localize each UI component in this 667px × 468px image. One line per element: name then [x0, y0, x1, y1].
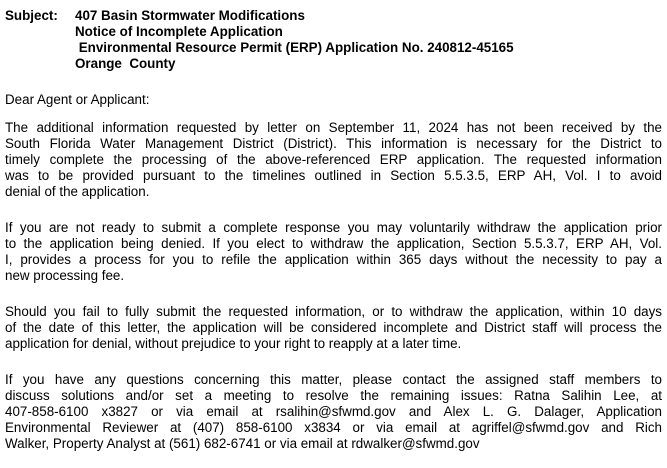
letter-paragraph-denial-warning: [5, 304, 662, 352]
paragraph-line: was to be provided pursuant to the timelines outlined in Section 5.5.3.5, ERP AH, Vol. I to avoid: [5, 168, 662, 183]
paragraph-line: denial of the application.: [5, 184, 150, 199]
paragraph-line: If you are not ready to submit a complete response you may voluntarily withdraw the application prior: [5, 220, 662, 235]
paragraph-line: new processing fee.: [5, 268, 125, 283]
letter-paragraph-contact-information: [5, 372, 662, 452]
subject-label: Subject:: [5, 8, 58, 23]
subject-block: [5, 8, 662, 72]
paragraph-line: application for denial, without prejudice to your right to reapply at a later time.: [5, 336, 462, 351]
subject-line-notice: Notice of Incomplete Application: [75, 24, 283, 39]
paragraph-line: South Florida Water Management District (District). This information is necessary for the District to: [5, 136, 662, 151]
paragraph-line: discuss solutions and/or set a meeting to resolve the remaining issues: Ratna Salihin Lee, at: [5, 388, 662, 403]
paragraph-line: timely complete the processing of the above-referenced ERP application. The requested information: [5, 152, 662, 167]
paragraph-line: 407-858-6100 x3827 or via email at rsalihin@sfwmd.gov and Alex L. G. Dalager, Application: [5, 404, 662, 419]
letter-paragraph-information-not-received: [5, 120, 662, 200]
subject-lines: [75, 8, 662, 72]
paragraph-line: Walker, Property Analyst at (561) 682-6741 or via email at rdwalker@sfwmd.gov: [5, 436, 480, 451]
subject-line-title: 407 Basin Stormwater Modifications: [75, 8, 305, 23]
paragraph-line: Environmental Reviewer at (407) 858-6100 x3834 or via email at agriffel@sfwmd.gov and Rich: [5, 420, 662, 435]
paragraph-line: If you have any questions concerning this matter, please contact the assigned staff members to: [5, 372, 662, 387]
subject-line-application-number: Environmental Resource Permit (ERP) Application No. 240812-45165: [75, 40, 514, 55]
paragraph-line: The additional information requested by letter on September 11, 2024 has not been received by the: [5, 120, 662, 135]
paragraph-line: Should you fail to fully submit the requested information, or to withdraw the application, within 10 days: [5, 304, 662, 319]
subject-line-county: Orange County: [75, 56, 176, 71]
letter-paragraph-voluntary-withdrawal: [5, 220, 662, 284]
salutation: Dear Agent or Applicant:: [5, 92, 150, 107]
paragraph-line: I, provides a process for you to refile the application within 365 days without the necessity to pay a: [5, 252, 662, 267]
paragraph-line: of the date of this letter, the application will be considered incomplete and District staff will process the: [5, 320, 662, 335]
paragraph-line: to the application being denied. If you elect to withdraw the application, Section 5.5.3.7, ERP AH, Vol.: [5, 236, 662, 251]
